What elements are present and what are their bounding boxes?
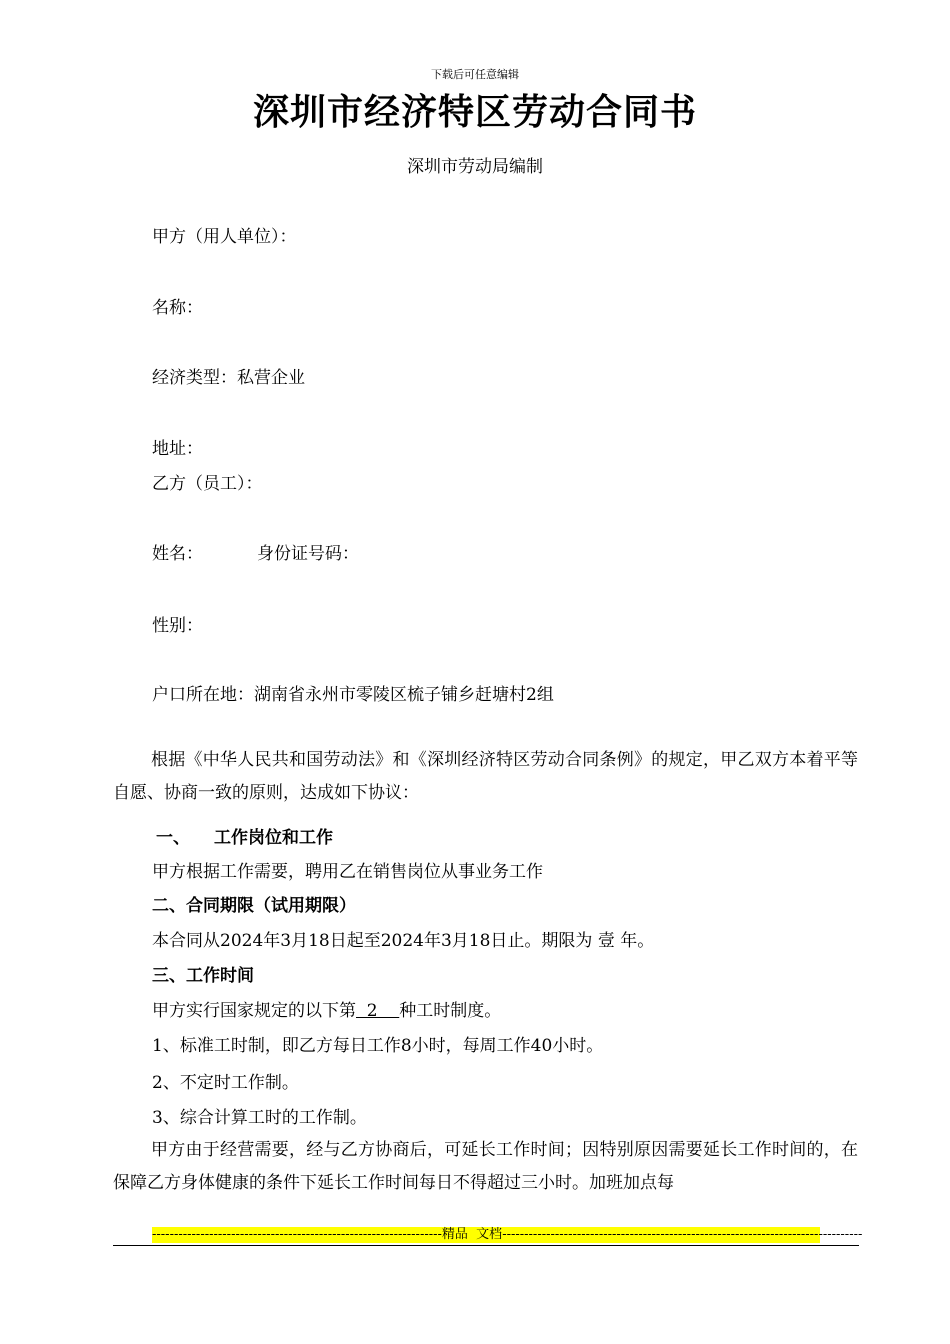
footer-left-dashes: ------------------------------------------------------------------	[152, 1227, 442, 1242]
party-b-gender-label: 性别：	[152, 616, 203, 636]
party-a-address-label: 地址：	[152, 439, 203, 459]
document-title: 深圳市经济特区劳动合同书	[252, 91, 697, 133]
section-1-number: 一、	[156, 828, 190, 848]
party-b-id-label: 身份证号码：	[257, 544, 359, 564]
party-a-type-label: 经济类型：	[152, 368, 237, 388]
option-2: 2、不定时工作制。	[152, 1073, 299, 1093]
party-b-hukou-value: 湖南省永州市零陵区梳子铺乡赶塘村2组	[254, 685, 554, 705]
party-a-type-field	[152, 363, 305, 388]
section-2-text: 本合同从2024年3月18日起至2024年3月18日止。期限为 壹 年。	[152, 931, 655, 951]
footer-right-dashes: ----------------------------------------------------------------------------------	[502, 1227, 863, 1242]
document-subtitle: 深圳市劳动局编制	[407, 157, 543, 177]
section-3-text	[152, 996, 501, 1021]
party-b-name-label: 姓名：	[152, 544, 203, 564]
section-3-title: 三、工作时间	[152, 966, 254, 986]
section-2-title: 二、合同期限（试用期限）	[152, 896, 356, 916]
party-b-heading: 乙方（员工）：	[152, 474, 263, 494]
section-1-text: 甲方根据工作需要，聘用乙在销售岗位从事业务工作	[152, 862, 543, 882]
section-3-text-before: 甲方实行国家规定的以下第	[152, 1001, 356, 1021]
footer-label: 精品 文档	[441, 1227, 503, 1242]
top-note: 下载后可任意编辑	[431, 68, 519, 81]
option-1: 1、标准工时制，即乙方每日工作8小时，每周工作40小时。	[152, 1036, 604, 1056]
section-3-text-after: 种工时制度。	[399, 1001, 502, 1021]
overtime-paragraph: 甲方由于经营需要，经与乙方协商后，可延长工作时间；因特别原因需要延长工作时间的，在保障乙方身体健康的条件下延长工作时间每日不得超过三小时。加班加点每	[113, 1140, 858, 1193]
party-b-hukou-field	[152, 680, 554, 705]
footer-band	[152, 1227, 863, 1243]
party-a-heading: 甲方（用人单位）：	[152, 227, 297, 247]
section-1-title: 工作岗位和工作	[214, 828, 333, 848]
party-b-hukou-label: 户口所在地：	[152, 685, 254, 705]
section-3-choice: 2	[356, 1001, 400, 1021]
party-a-name-label: 名称：	[152, 298, 203, 318]
footer-rule	[113, 1245, 859, 1246]
intro-paragraph: 根据《中华人民共和国劳动法》和《深圳经济特区劳动合同条例》的规定，甲乙双方本着平等自愿、协商一致的原则，达成如下协议：	[113, 750, 858, 803]
option-3: 3、综合计算工时的工作制。	[152, 1108, 367, 1128]
party-a-type-value: 私营企业	[237, 368, 305, 388]
